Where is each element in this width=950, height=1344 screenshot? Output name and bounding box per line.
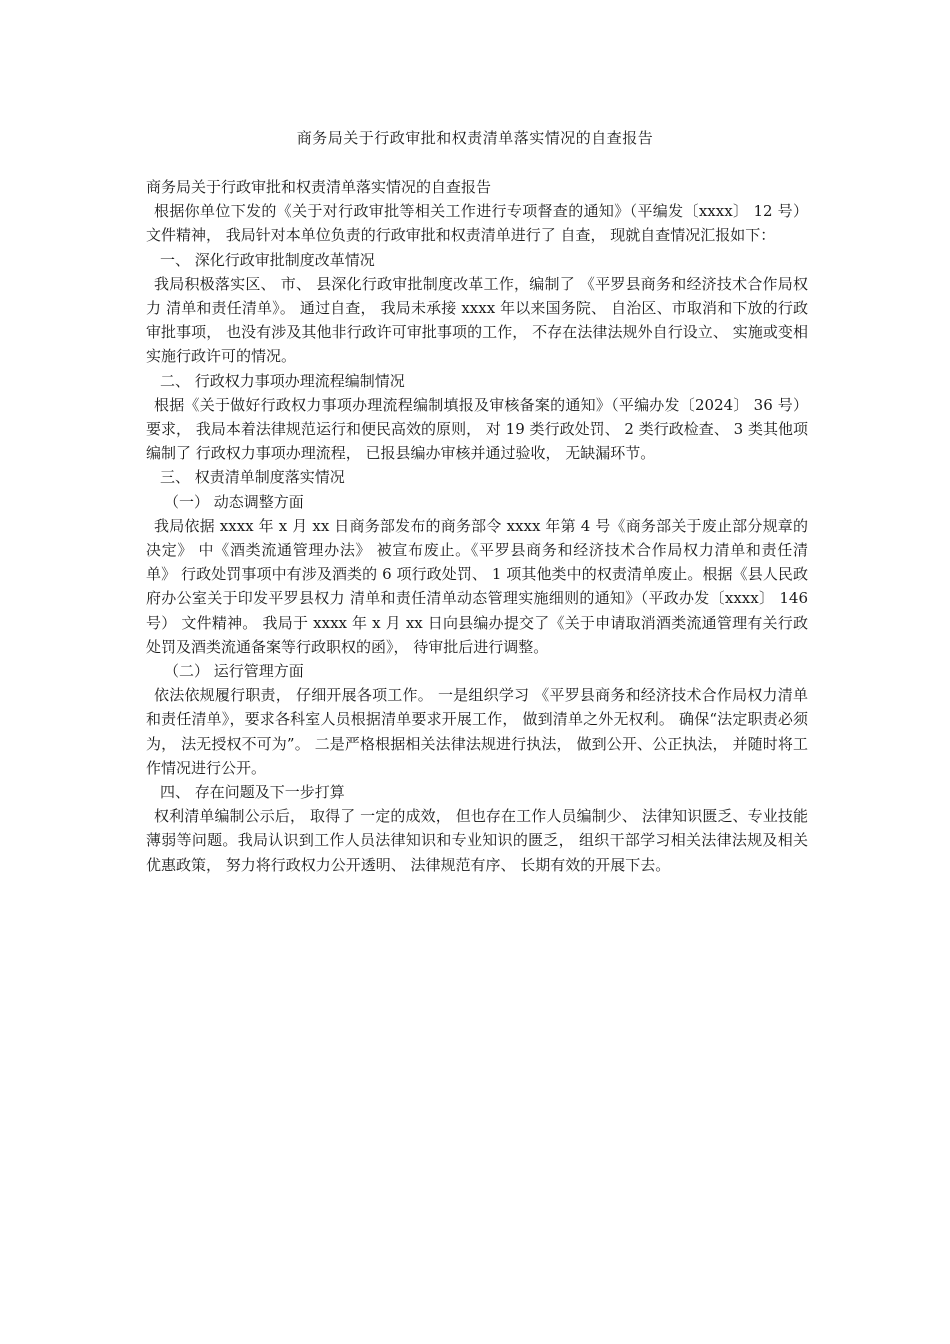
subsection-heading-3-2: （二） 运行管理方面 <box>164 662 304 681</box>
body-heading: 商务局关于行政审批和权责清单落实情况的自查报告 <box>146 178 492 196</box>
paragraph-section-3-2: 依法依规履行职责， 仔细开展各项工作。 一是组织学习 《平罗县商务和经济技术合作局权力清单和责任清单》，要求各科室人员根据清单要求开展工作， 做到清单之外无权利。 确保“法定职责必须为， 法无授权不可为”。 二是严格根据相关法律法规进行执法， 做到公开、公正执法， 并随时将工作情况进行公开。 <box>146 686 808 777</box>
section-heading-4: 四、 存在问题及下一步打算 <box>160 783 345 802</box>
paragraph-section-2: 根据《关于做好行政权力事项办理流程编制填报及审核备案的通知》（平编办发〔2024〕 36 号） 要求， 我局本着法律规范运行和便民高效的原则， 对 19 类行政处罚、 2 类行政检查、 3 类其他项编制了 行政权力事项办理流程， 已报县编办审核并通过验收， 无缺漏环节。 <box>146 395 808 463</box>
section-heading-2: 二、 行政权力事项办理流程编制情况 <box>160 371 405 390</box>
document-body <box>146 175 808 877</box>
paragraph-section-3-1: 我局依据 xxxx 年 x 月 xx 日商务部发布的商务部令 xxxx 年第 4 号《商务部关于废止部分规章的决定》 中《酒类流通管理办法》 被宣布废止。《平罗县商务和经济技术合作局权力清单和责任清单》 行政处罚事项中有涉及酒类的 6 项行政处罚、 1 项其他类中的权责清单废止。根据《县人民政府办公室关于印发平罗县权力 清单和责任清单动态管理实施细则的通知》（平政办发〔xxxx〕 146 号） 文件精神。 我局于 xxxx 年 x 月 xx 日向县编办提交了《关于申请取消酒类流通管理有关行政处罚及酒类流通备案等行政职权的函》， 待审批后进行调整。 <box>146 516 808 656</box>
section-heading-3: 三、 权责清单制度落实情况 <box>160 468 345 487</box>
section-heading-1: 一、 深化行政审批制度改革情况 <box>160 250 375 269</box>
subsection-heading-3-1: （一） 动态调整方面 <box>164 492 304 511</box>
paragraph-section-4: 权利清单编制公示后， 取得了 一定的成效， 但也存在工作人员编制少、 法律知识匮乏、专业技能薄弱等问题。我局认识到工作人员法律知识和专业知识的匮乏， 组织干部学习相关法律法规及相关优惠政策， 努力将行政权力公开透明、 法律规范有序、 长期有效的开展下去。 <box>146 807 808 874</box>
paragraph-section-1: 我局积极落实区、 市、 县深化行政审批制度改革工作，编制了 《平罗县商务和经济技术合作局权力 清单和责任清单》。 通过自查， 我局未承接 xxxx 年以来国务院、 自治区、市取消和下放的行政审批事项， 也没有涉及其他非行政许可审批事项的工作， 不存在法律法规外自行设立、 实施或变相实施行政许可的情况。 <box>146 274 808 366</box>
document-title: 商务局关于行政审批和权责清单落实情况的自查报告 <box>296 129 654 147</box>
paragraph-intro: 根据你单位下发的《关于对行政审批等相关工作进行专项督查的通知》（平编发〔xxxx〕 12 号） 文件精神， 我局针对本单位负责的行政审批和权责清单进行了 自查， 现就自查情况汇报如下： <box>146 202 808 245</box>
